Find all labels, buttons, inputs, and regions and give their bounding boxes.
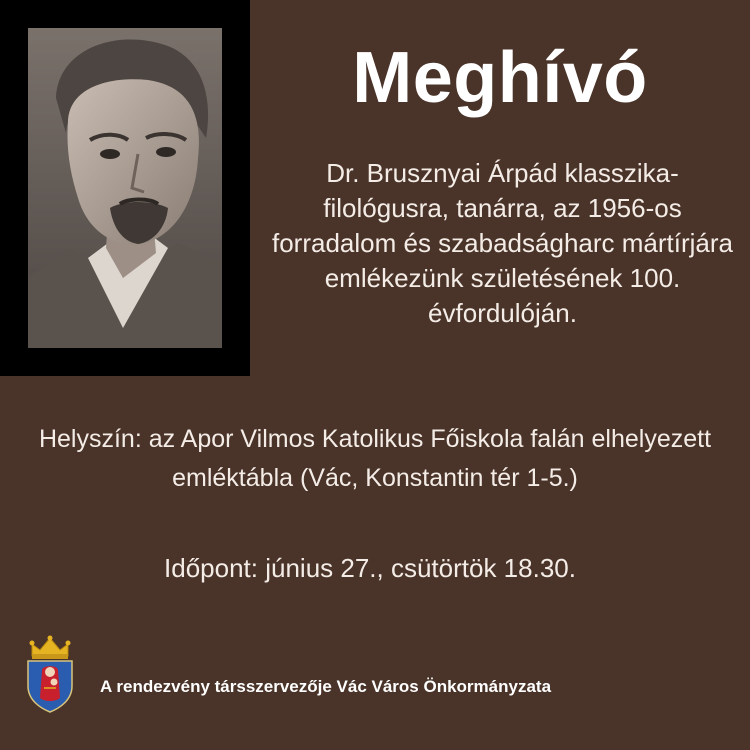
vac-coat-of-arms-icon bbox=[24, 634, 76, 714]
portrait-image bbox=[28, 28, 222, 348]
location-text: Helyszín: az Apor Vilmos Katolikus Főiskola falán elhelyezett emléktábla (Vác, Konstantin tér 1-5.) bbox=[38, 425, 712, 492]
page-title: Meghívó bbox=[352, 38, 648, 118]
event-time-text: Időpont: június 27., csütörtök 18.30. bbox=[164, 553, 576, 583]
invitation-text: Dr. Brusznyai Árpád klasszika-filológusra, tanárra, az 1956-os forradalom és szabadságharc mártírjára emlékezünk születésének 100. évfordulóján. bbox=[272, 158, 733, 328]
portrait-photo bbox=[28, 28, 222, 348]
cosponsor-text: A rendezvény társszervezője Vác Város Önkormányzata bbox=[100, 677, 552, 696]
footer bbox=[0, 630, 750, 720]
portrait-frame bbox=[0, 0, 250, 376]
